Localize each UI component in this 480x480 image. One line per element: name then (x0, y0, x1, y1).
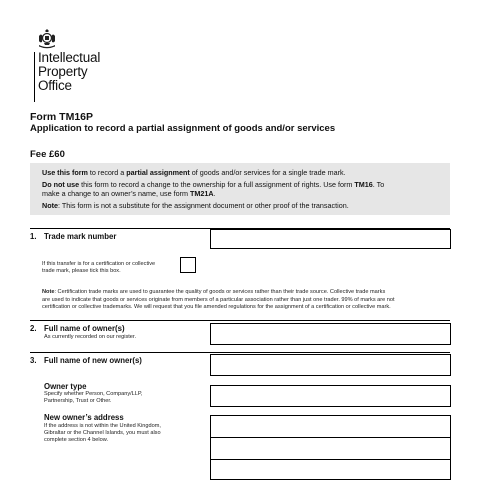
note-line: are used to indicate that goods or services originate from members of a particular association rather than just one trader. 99% of marks are not (42, 296, 395, 303)
hint-line: Specify whether Person, Company/LLP, (44, 391, 143, 397)
guidance-text: . (213, 189, 216, 198)
guidance-emphasis: TM21A (189, 189, 214, 198)
address-hint (44, 423, 161, 444)
guidance-emphasis: Note (42, 201, 58, 210)
organisation-logo-text (38, 51, 100, 93)
address-line-3-input[interactable] (210, 459, 451, 480)
fee-label: Fee £60 (30, 149, 65, 160)
hint-line: Gibraltar or the Channel Islands, you must also (44, 430, 161, 436)
owner-type-label: Owner type (44, 382, 87, 391)
guidance-box (30, 163, 450, 215)
guidance-emphasis: Do not use (42, 180, 80, 189)
guidance-emphasis: TM16 (354, 180, 373, 189)
owner-type-input[interactable] (210, 385, 451, 407)
section-title: Full name of owner(s) (44, 324, 125, 333)
note-line (42, 289, 452, 297)
guidance-emphasis: Use this form (42, 168, 88, 177)
logo-line: Office (38, 78, 72, 93)
address-line-2-input[interactable] (210, 437, 451, 460)
owner-type-hint (44, 391, 142, 405)
hint-line: trade mark, please tick this box. (42, 268, 121, 274)
royal-coat-of-arms-icon (36, 28, 58, 50)
form-code: Form TM16P (30, 111, 94, 123)
section-number: 3. (30, 356, 37, 365)
logo-divider (34, 52, 35, 102)
section-number: 2. (30, 324, 37, 333)
certification-hint (42, 261, 155, 275)
guidance-line (42, 168, 346, 177)
guidance-text: of goods and/or services for a single trade mark. (189, 168, 346, 177)
section-title: Trade mark number (44, 232, 117, 241)
certification-checkbox[interactable] (180, 257, 196, 273)
note-text: : Certification trade marks are used to guarantee the quality of goods or services rather than their trade source. Collective trade marks (54, 289, 386, 295)
logo-line: Property (38, 64, 88, 79)
guidance-line (42, 180, 384, 189)
form-title: Application to record a partial assignment of goods and/or services (30, 123, 336, 134)
section-3-label (30, 356, 142, 365)
hint-line: complete section 4 below. (44, 437, 109, 443)
section-1-label (30, 232, 116, 241)
guidance-text: to record a (87, 168, 127, 177)
guidance-text: this form to record a change to the ownership for a full assignment of rights. Use form (79, 180, 355, 189)
guidance-text: . To (372, 180, 385, 189)
section-title: Full name of new owner(s) (44, 356, 142, 365)
guidance-line (42, 201, 349, 210)
owner-name-input[interactable] (210, 323, 451, 345)
section-2-label (30, 324, 125, 333)
hint-line: If the address is not within the United Kingdom, (44, 423, 161, 429)
new-owner-name-input[interactable] (210, 354, 451, 376)
guidance-line (42, 189, 216, 198)
guidance-text: : This form is not a substitute for the assignment document or other proof of the transaction. (57, 201, 349, 210)
certification-note (42, 289, 452, 312)
new-owner-address-label: New owner’s address (44, 413, 124, 422)
hint-line: Partnership, Trust or Other. (44, 398, 112, 404)
trade-mark-number-input[interactable] (210, 229, 451, 249)
section-2-hint: As currently recorded on our register. (44, 334, 137, 340)
address-line-1-input[interactable] (210, 415, 451, 438)
section-divider (30, 352, 450, 353)
note-emphasis: Note (42, 289, 55, 295)
hint-line: If this transfer is for a certification or collective (42, 261, 156, 267)
guidance-emphasis: partial assignment (126, 168, 190, 177)
logo-line: Intellectual (38, 50, 101, 65)
section-number: 1. (30, 232, 37, 241)
guidance-text: make a change to an owner’s name, use form (42, 189, 190, 198)
note-line: certification or collective trademarks. We will request that you file amended regulations for the assignment of a certification or collective mark. (42, 304, 391, 310)
section-divider (30, 320, 450, 321)
